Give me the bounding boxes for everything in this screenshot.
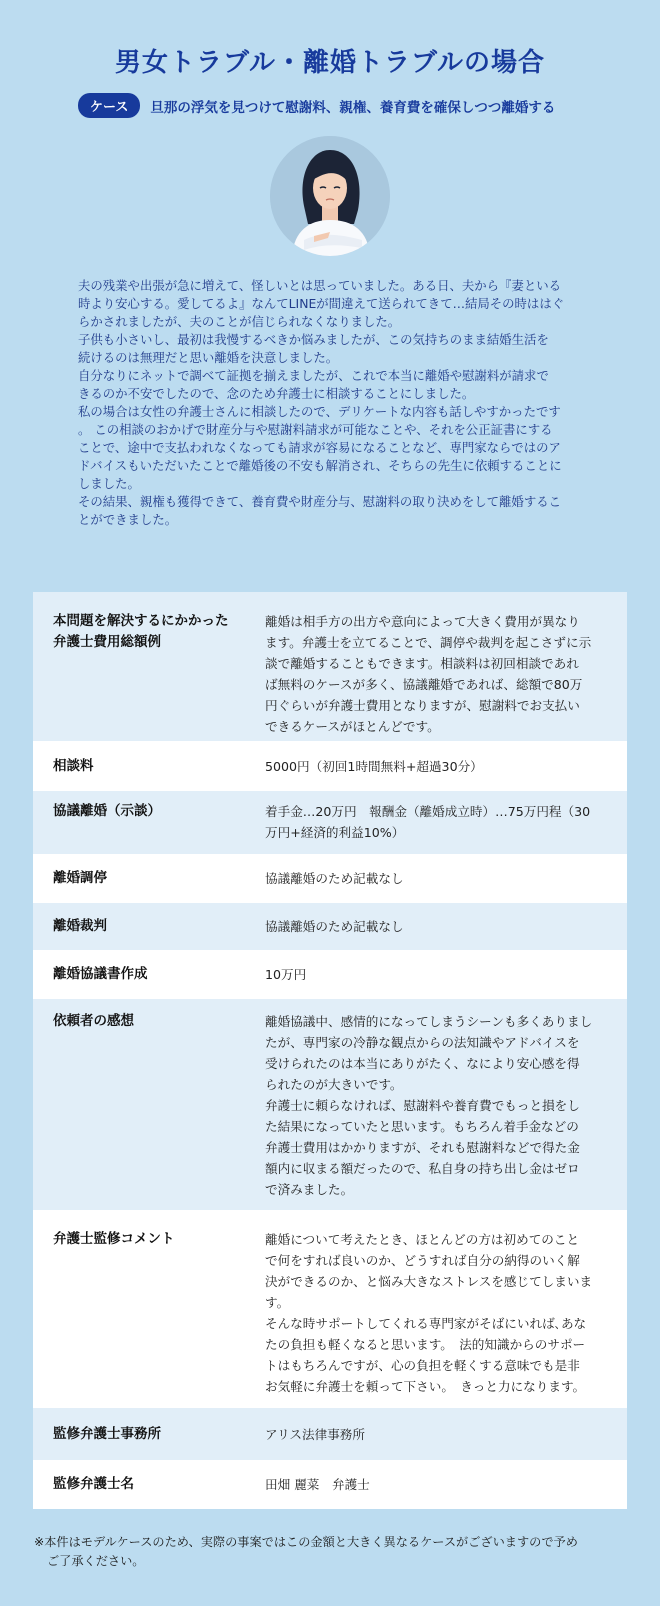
row-value-line: トはもちろんですが、心の負担を軽くする意味でも是非 [265, 1358, 580, 1373]
story-line: 続けるのは無理だと思い離婚を決意しました。 [78, 350, 339, 365]
story-line: 夫の残業や出張が急に増えて、怪しいとは思っていました。ある日、夫から『妻といる [78, 278, 561, 293]
page-title: 男女トラブル・離婚トラブルの場合 [115, 48, 545, 78]
row-value-line: 離婚について考えたとき、ほとんどの方は初めてのこと [265, 1232, 580, 1247]
story-line: らかされましたが、夫のことが信じられなくなりました。 [78, 314, 401, 329]
story-line: 自分なりにネットで調べて証拠を揃えましたが、これで本当に離婚や慰謝料が請求で [78, 368, 549, 383]
table-row [33, 903, 627, 950]
row-label-line: 弁護士費用総額例 [53, 634, 161, 650]
footnote-line: ※本件はモデルケースのため、実際の事案ではこの金額と大きく異なるケースがございますので予め [34, 1535, 578, 1549]
row-value-line: 着手金…20万円 報酬金（離婚成立時）…75万円程（30 [265, 804, 591, 819]
row-value: 協議離婚のため記載なし [265, 871, 404, 886]
story-line: とができました。 [78, 512, 178, 527]
row-label: 協議離婚（示談） [53, 803, 161, 819]
row-value-line: で何をすれば良いのか、どうすれば自分の納得のいく解 [265, 1253, 580, 1268]
table-row [33, 741, 627, 791]
row-value-line: られたのが大きいです。 [265, 1077, 403, 1092]
story-line: 子供も小さいし、最初は我慢するべきか悩みましたが、この気持ちのまま結婚生活を [78, 332, 549, 347]
row-value-line: できるケースがほとんどです。 [265, 719, 440, 734]
table-row [33, 1210, 627, 1408]
case-text: 旦那の浮気を見つけて慰謝料、親権、養育費を確保しつつ離婚する [150, 99, 556, 116]
row-value-line: 万円+経済的利益10%） [265, 825, 405, 840]
row-label: 離婚協議書作成 [53, 966, 148, 982]
story-line: ドバイスもいただいたことで離婚後の不安も解消され、そちらの先生に依頼することに [78, 458, 562, 473]
footnote-line: ご了承ください。 [47, 1554, 145, 1568]
row-value-line: 円ぐらいが弁護士費用となりますが、慰謝料でお支払い [265, 698, 580, 713]
table-row [33, 592, 627, 741]
row-label: 監修弁護士事務所 [53, 1425, 161, 1442]
story-line: しました。 [78, 476, 140, 491]
row-value-line: 弁護士に頼らなければ、慰謝料や養育費でもっと損をし [265, 1098, 580, 1113]
story-line: 私の場合は女性の弁護士さんに相談したので、デリケートな内容も話しやすかったです [78, 404, 561, 419]
row-value: アリス法律事務所 [265, 1426, 365, 1442]
row-value: 5000円（初回1時間無料+超過30分） [265, 758, 483, 774]
row-label [33, 611, 253, 741]
row-value [253, 1229, 627, 1408]
fee-table [33, 592, 627, 1509]
row-value [253, 611, 627, 741]
row-value-line: す。 [265, 1295, 290, 1310]
story-line: 時より安心する。愛してるよ』なんてLINEが間違えて送られてきて…結局その時ははぐ [78, 296, 565, 311]
row-value: 田畑 麗菜 弁護士 [265, 1477, 370, 1492]
row-value-line: 額内に収まる額だったので、私自身の持ち出し金はゼロ [265, 1161, 580, 1176]
table-row [33, 791, 627, 854]
row-value-line: お気軽に弁護士を頼って下さい。 きっと力になります。 [265, 1379, 586, 1394]
row-label: 相談料 [53, 757, 94, 774]
story-line: 。 この相談のおかげで財産分与や慰謝料請求が可能なことや、それを公正証書にする [78, 422, 553, 437]
table-row [33, 950, 627, 999]
row-value-line: ば無料のケースが多く、協議離婚であれば、総額で80万 [265, 677, 583, 692]
row-value-line: 談で離婚することもできます。相談料は初回相談であれ [265, 656, 579, 671]
story-text [78, 277, 588, 529]
row-value [253, 801, 627, 854]
row-value-line: 弁護士費用はかかりますが、それも慰謝料などで得た金 [265, 1140, 580, 1155]
story-line: その結果、親権も獲得できて、養育費や財産分与、慰謝料の取り決めをして離婚するこ [78, 494, 561, 509]
table-row [33, 854, 627, 903]
row-label: 弁護士監修コメント [53, 1231, 175, 1247]
row-value: 協議離婚のため記載なし [265, 919, 404, 934]
row-value-line: ます。弁護士を立てることで、調停や裁判を起こさずに示 [265, 635, 592, 650]
row-value-line: たが、専門家の冷静な観点からの法知識やアドバイスを [265, 1035, 580, 1050]
table-row [33, 1408, 627, 1460]
row-value-line: 受けられたのは本当にありがたく、なにより安心感を得 [265, 1056, 580, 1071]
table-row [33, 1460, 627, 1509]
row-label: 監修弁護士名 [53, 1476, 134, 1492]
row-value-line: で済みました。 [265, 1182, 354, 1197]
row-value-line: 離婚は相手方の出方や意向によって大きく費用が異なり [265, 614, 580, 629]
case-badge: ケース [78, 93, 140, 118]
row-value [253, 1011, 627, 1210]
woman-avatar-icon [270, 136, 390, 256]
case-line [78, 93, 638, 118]
row-value-line: 決ができるのか、と悩み大きなストレスを感じてしまいま [265, 1274, 593, 1289]
row-value-line: 離婚協議中、感情的になってしまうシーンも多くありまし [265, 1014, 593, 1029]
row-label-line: 本問題を解決するにかかった [53, 613, 229, 629]
row-value: 10万円 [265, 967, 307, 982]
story-line: ことで、途中で支払われなくなっても請求が容易になることなど、専門家ならではのア [78, 440, 561, 455]
row-label: 離婚調停 [53, 870, 107, 886]
row-label: 依頼者の感想 [53, 1013, 134, 1029]
footnote [34, 1533, 634, 1571]
story-line: きるのか不安でしたので、念のため弁護士に相談することにしました。 [78, 386, 475, 401]
row-value-line: そんな時サポートしてくれる専門家がそばにいれば､あな [265, 1316, 587, 1331]
row-label: 離婚裁判 [53, 918, 107, 934]
table-row [33, 999, 627, 1210]
row-value-line: たの負担も軽くなると思います。 法的知識からのサポー [265, 1337, 586, 1352]
row-value-line: た結果になっていたと思います。もちろん着手金などの [265, 1119, 579, 1134]
